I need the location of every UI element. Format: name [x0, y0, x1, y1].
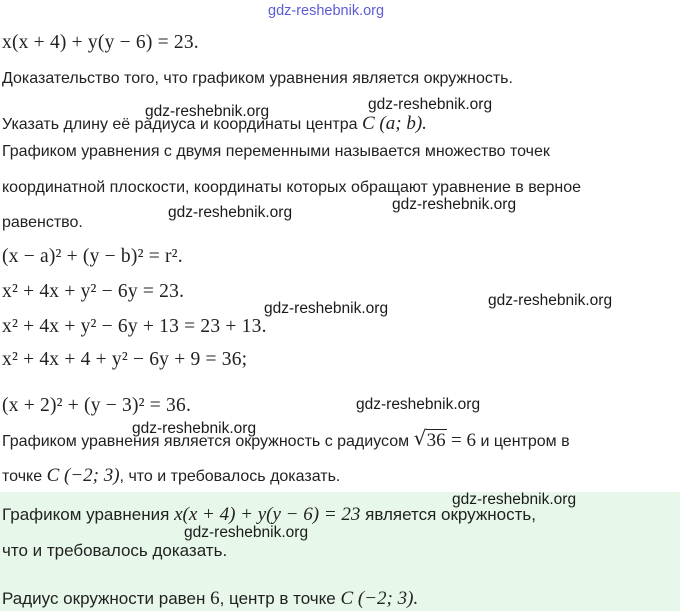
- answer-box: [0, 492, 680, 611]
- problem-center-point: C (a; b).: [362, 113, 427, 134]
- watermark[interactable]: gdz-reshebnik.org: [132, 420, 257, 437]
- watermark[interactable]: gdz-reshebnik.org: [368, 96, 493, 113]
- problem-line-1: Доказательство того, что графиком уравнения является окружность.: [2, 70, 513, 87]
- problem-equation: x(x + 4) + y(y − 6) = 23.: [2, 32, 199, 53]
- watermark[interactable]: gdz-reshebnik.org: [145, 103, 270, 120]
- watermark[interactable]: gdz-reshebnik.org: [168, 204, 293, 221]
- conclusion-text-end: и центром в: [480, 433, 570, 450]
- answer-equation: x(x + 4) + y(y − 6) = 23: [174, 504, 361, 525]
- watermark[interactable]: gdz-reshebnik.org: [356, 396, 481, 413]
- definition-line-3: равенство.: [2, 214, 83, 231]
- definition-line-1: Графиком уравнения с двумя переменными называется множество точек: [2, 143, 550, 160]
- conclusion2-prefix: точке: [2, 468, 43, 485]
- watermark[interactable]: gdz-reshebnik.org: [488, 292, 613, 309]
- equation-expanded: x² + 4x + y² − 6y = 23.: [2, 281, 185, 302]
- watermark[interactable]: gdz-reshebnik.org: [184, 524, 309, 541]
- watermark[interactable]: gdz-reshebnik.org: [452, 491, 577, 508]
- answer-center: C (−2; 3).: [340, 588, 419, 609]
- conclusion-line-2: [2, 466, 340, 487]
- answer-center-text: , центр в точке: [219, 589, 336, 608]
- equation-grouped: x² + 4x + 4 + y² − 6y + 9 = 36;: [2, 349, 248, 370]
- definition-line-2: координатной плоскости, координаты которых обращают уравнение в верное: [2, 179, 581, 196]
- answer-prefix: Графиком уравнения: [2, 505, 170, 524]
- equation-circle: (x + 2)² + (y − 3)² = 36.: [2, 395, 192, 416]
- radius-sqrt: [413, 426, 447, 451]
- watermark[interactable]: gdz-reshebnik.org: [392, 196, 517, 213]
- answer-line-2: что и требовалось доказать.: [2, 541, 228, 560]
- sqrt-icon: √: [413, 426, 427, 450]
- radius-value: = 6: [451, 430, 476, 451]
- answer-line-3: [2, 588, 418, 610]
- problem-line-2-text: Указать длину её радиуса и координаты центра: [2, 116, 358, 133]
- watermark[interactable]: gdz-reshebnik.org: [264, 300, 389, 317]
- equation-add-13: x² + 4x + y² − 6y + 13 = 23 + 13.: [2, 316, 267, 337]
- equation-general: (x − a)² + (y − b)² = r².: [2, 246, 183, 267]
- sqrt-radicand: 36: [426, 430, 446, 451]
- answer-radius-prefix: Радиус окружности равен: [2, 589, 206, 608]
- answer-radius: 6: [210, 588, 220, 609]
- answer-suffix: является окружность,: [365, 505, 536, 524]
- center-point: C (−2; 3): [46, 465, 120, 486]
- watermark-top[interactable]: gdz-reshebnik.org: [268, 3, 385, 19]
- conclusion2-suffix: , что и требовалось доказать.: [119, 468, 341, 485]
- conclusion-text: Графиком уравнения является окружность с радиусом: [2, 433, 410, 450]
